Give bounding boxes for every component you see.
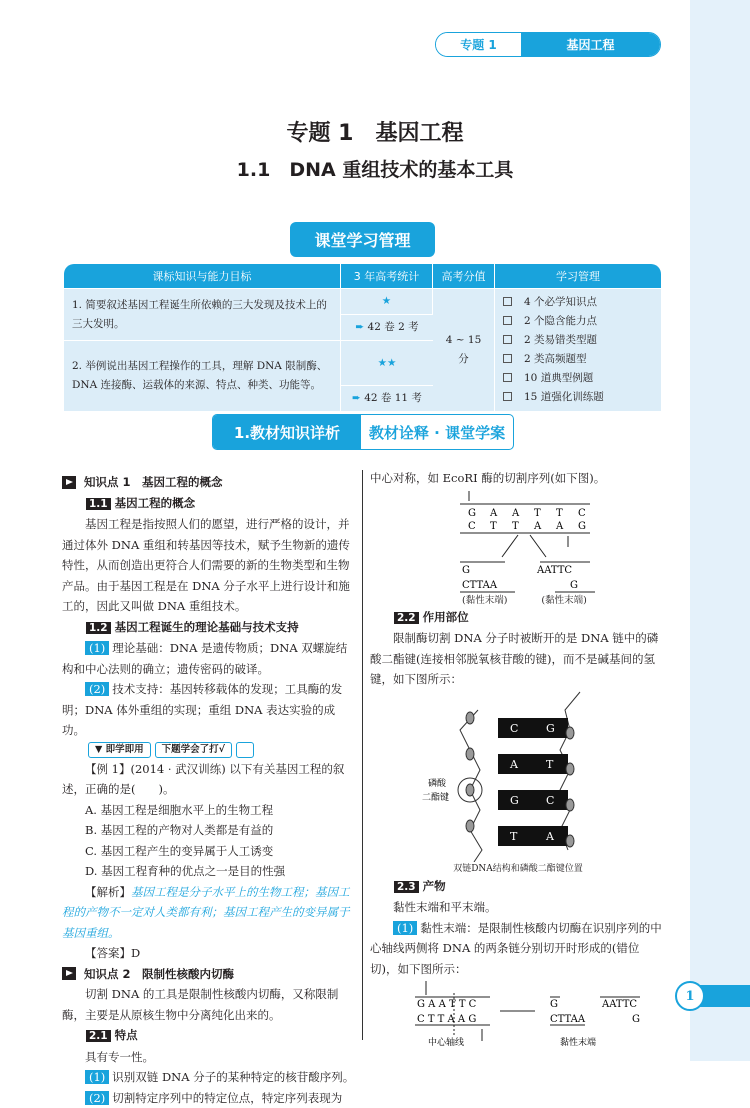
goal-cell: 2. 举例说出基因工程操作的工具，理解 DNA 限制酶、DNA 连接酶、运载体的来源、特点、种类、功能等。	[64, 340, 341, 411]
base-label: G	[546, 722, 555, 735]
phosphate-icon	[466, 784, 474, 796]
stat-cell: ➨ 42 卷 11 考	[341, 385, 433, 411]
quick-label: ▼ 即学即用	[88, 742, 151, 758]
check-box[interactable]	[236, 742, 254, 758]
analysis: 【解析】基因工程是分子水平上的生物工程；基因工程的产物不一定对人类都有利；基因工程产生的变异属于基因重组。	[62, 882, 356, 944]
fragment-label: G	[462, 565, 470, 576]
ecori-cut-diagram	[370, 489, 666, 595]
base-label: T	[534, 508, 541, 519]
paragraph: 切割 DNA 的工具是限制性核酸内切酶，又称限制酶，主要是从原核生物中分离纯化出来的。	[62, 984, 356, 1025]
axis-label: 中心轴线	[428, 1036, 464, 1048]
paragraph: (1) 黏性末端：是限制性核酸内切酶在识别序列的中心轴线两侧将 DNA 的两条链分别切开时形成的(错位切)，如下图所示：	[370, 918, 666, 980]
option: D. 基因工程育种的优点之一是目的性强	[62, 861, 356, 882]
phosphate-icon	[466, 748, 474, 760]
subheading: 1.2 基因工程诞生的理论基础与技术支持	[62, 617, 356, 639]
bond-label: 磷酸	[428, 777, 447, 789]
answer: 【答案】D	[62, 943, 356, 964]
paragraph: (1) 理论基础：DNA 是遗传物质；DNA 双螺旋结构和中心法则的确立；遗传密码的破译。	[62, 638, 356, 679]
bond-label: 二酯键	[422, 791, 449, 803]
left-column	[62, 472, 356, 1108]
phosphate-icon	[566, 727, 574, 739]
phosphate-icon	[566, 799, 574, 811]
phosphate-icon	[466, 820, 474, 832]
checklist-item[interactable]: 10 道典型例题	[503, 369, 653, 388]
col-header: 3 年高考统计	[341, 264, 433, 288]
checklist-item[interactable]: 2 类高频题型	[503, 350, 653, 369]
right-column	[370, 468, 666, 1049]
checklist-item[interactable]: 15 道强化训练题	[503, 388, 653, 407]
play-icon	[62, 476, 76, 489]
figure-caption: (黏性末端) (黏性末端)	[370, 595, 666, 607]
section-banner	[212, 414, 514, 450]
base-pair	[498, 790, 568, 810]
header-topic: 专题 1	[436, 33, 521, 56]
knowledge-point-heading: 知识点 1 基因工程的概念	[62, 472, 356, 493]
sequence-bottom: C T T A A G	[417, 1014, 476, 1025]
fragment-label: G	[550, 999, 558, 1010]
quick-check-label: 下题学会了打√	[155, 742, 232, 758]
base-label: C	[578, 508, 586, 519]
page-subtitle: 1.1 DNA 重组技术的基本工具	[0, 155, 750, 182]
sticky-end-diagram	[370, 979, 666, 1049]
example-question: 【例 1】(2014 · 武汉训练) 以下有关基因工程的叙述，正确的是( )。	[62, 759, 356, 800]
phosphate-icon	[466, 712, 474, 724]
fragment-label: AATTC	[536, 565, 572, 576]
base-label: T	[556, 508, 563, 519]
subheading: 2.3 产物	[370, 876, 666, 898]
fragment-label: G	[570, 580, 578, 591]
base-label: G	[510, 794, 519, 807]
base-label: T	[512, 521, 519, 532]
paragraph: (2) 切割特定序列中的特定位点，特定序列表现为	[62, 1088, 356, 1108]
option: B. 基因工程的产物对人类都是有益的	[62, 820, 356, 841]
base-label: T	[510, 830, 518, 843]
fragment-label: AATTC	[601, 999, 637, 1010]
col-header: 学习管理	[495, 264, 661, 288]
base-label: A	[545, 830, 555, 843]
base-label: T	[546, 758, 554, 771]
header-name: 基因工程	[521, 33, 660, 56]
base-label: G	[578, 521, 586, 532]
score-cell: 4 ~ 15 分	[433, 288, 495, 411]
base-label: T	[490, 521, 497, 532]
base-pair	[498, 826, 568, 846]
subheading: 2.1 特点	[62, 1025, 356, 1047]
goal-cell: 1. 简要叙述基因工程诞生所依赖的三大发现及技术上的三大发明。	[64, 288, 341, 340]
paragraph: (2) 技术支持：基因转移载体的发现；工具酶的发明；DNA 体外重组的实现；重组 DNA 表达实验的成功。	[62, 679, 356, 741]
paragraph: 基因工程是指按照人们的愿望，进行严格的设计，并通过体外 DNA 重组和转基因等技术，赋予生物新的遗传特性，从而创造出更符合人们需要的新的生物类型和生物产品。由于基因工程是在 DNA 分子水平上进行设计和施工的，因此又叫做 DNA 重组技术。	[62, 514, 356, 617]
figure-caption: 双链DNA结构和磷酸二酯键位置	[370, 862, 666, 876]
col-header: 高考分值	[433, 264, 495, 288]
paragraph: (1) 识别双链 DNA 分子的某种特定的核苷酸序列。	[62, 1067, 356, 1088]
knowledge-point-heading: 知识点 2 限制性核酸内切酶	[62, 964, 356, 985]
paragraph: 具有专一性。	[62, 1047, 356, 1068]
fragment-label: CTTAA	[462, 580, 498, 591]
checklist-item[interactable]: 2 类易错类型题	[503, 331, 653, 350]
option: A. 基因工程是细胞水平上的生物工程	[62, 800, 356, 821]
base-label: G	[468, 508, 476, 519]
base-label: C	[546, 794, 554, 807]
section-pill: 课堂学习管理	[290, 222, 435, 257]
base-label: A	[489, 508, 498, 519]
base-label: A	[511, 508, 520, 519]
paragraph: 限制酶切割 DNA 分子时被断开的是 DNA 链中的磷酸二酯键(连接相邻脱氧核苷酸的键)，而不是碱基间的氢键，如下图所示：	[370, 628, 666, 690]
base-label: C	[510, 722, 518, 735]
section-banner-right: 教材诠释 · 课堂学案	[361, 415, 513, 449]
phosphate-icon	[566, 835, 574, 847]
dna-structure-diagram	[370, 690, 666, 862]
base-label: A	[509, 758, 519, 771]
fragment-label: G	[632, 1014, 640, 1025]
base-label: C	[468, 521, 476, 532]
figure-caption: 黏性末端	[560, 1036, 596, 1048]
page-title: 专题 1 基因工程	[0, 116, 750, 147]
section-banner-left: 1.教材知识详析	[213, 415, 361, 449]
paragraph: 黏性末端和平末端。	[370, 897, 666, 918]
paragraph: 中心对称，如 EcoRI 酶的切割序列(如下图)。	[370, 468, 666, 489]
stars: ★	[341, 288, 433, 314]
stat-cell: ➨ 42 卷 2 考	[341, 314, 433, 340]
page-number: 1	[675, 981, 705, 1011]
col-header: 课标知识与能力目标	[64, 264, 341, 288]
column-divider	[362, 470, 363, 1040]
manage-cell	[495, 288, 661, 411]
quick-practice-bar	[88, 742, 356, 758]
base-label: A	[555, 521, 564, 532]
fragment-label: CTTAA	[550, 1014, 586, 1025]
phosphate-icon	[566, 763, 574, 775]
running-header	[435, 32, 661, 57]
sequence-top: G A A T T C	[417, 999, 477, 1010]
base-pair	[498, 718, 568, 738]
option: C. 基因工程产生的变异属于人工诱变	[62, 841, 356, 862]
stars: ★★	[341, 340, 433, 385]
base-pair	[498, 754, 568, 774]
checklist-item[interactable]: 2 个隐含能力点	[503, 312, 653, 331]
play-icon	[62, 967, 76, 980]
subheading: 1.1 基因工程的概念	[62, 493, 356, 515]
base-label: A	[533, 521, 542, 532]
checklist-item[interactable]: 4 个必学知识点	[503, 293, 653, 312]
goals-table	[64, 264, 661, 411]
subheading: 2.2 作用部位	[370, 607, 666, 629]
